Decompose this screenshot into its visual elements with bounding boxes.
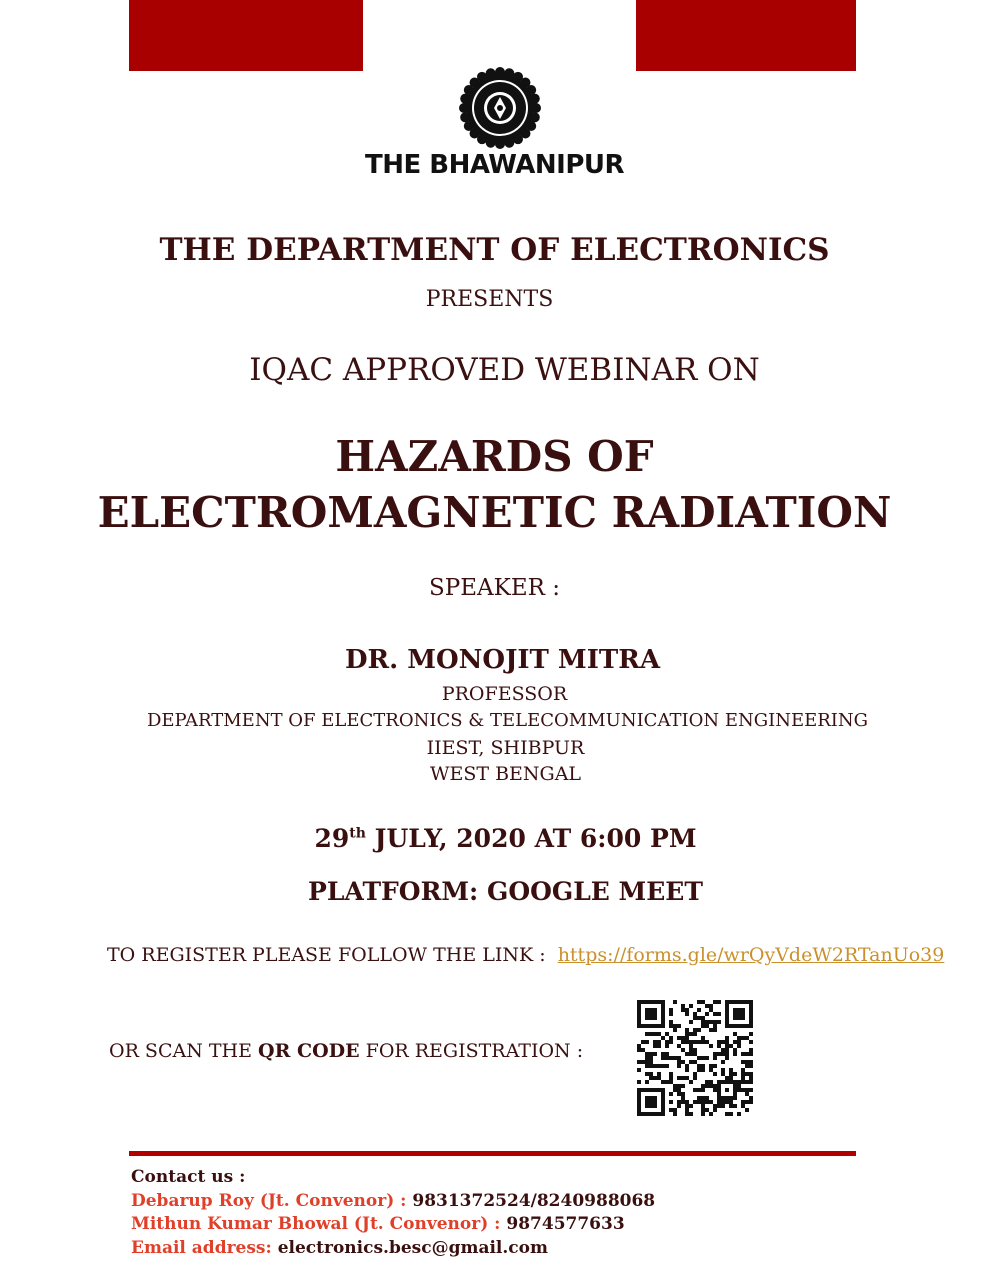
contact-person-1 [131,1191,655,1211]
institution-seal-icon [458,66,542,150]
registration-prompt: TO REGISTER PLEASE FOLLOW THE LINK : [107,944,552,966]
contact-email-line [131,1238,548,1258]
top-accent-bar-left [129,0,363,71]
contact-person-1-label: Debarup Roy (Jt. Convenor) : [131,1191,413,1211]
speaker-department: DEPARTMENT OF ELECTRONICS & TELECOMMUNICATION ENGINEERING [146,710,869,731]
brand-name: THE BHAWANIPUR [364,150,625,180]
event-date [11,824,989,853]
registration-line [107,944,944,966]
speaker-institute: IIEST, SHIBPUR [426,737,585,759]
contact-email: electronics.besc@gmail.com [277,1238,548,1258]
speaker-label: SPEAKER : [429,575,560,601]
top-accent-bar-right [636,0,856,71]
speaker-name: DR. MONOJIT MITRA [344,645,661,675]
scan-instruction [109,1040,583,1062]
event-date-rest: JULY, 2020 AT 6:00 PM [365,824,697,853]
registration-link[interactable]: https://forms.gle/wrQyVdeW2RTanUo39 [557,944,945,966]
qr-code-icon[interactable] [637,1000,753,1116]
event-day: 29 [314,824,350,853]
contact-person-1-phone: 9831372524/8240988068 [412,1191,656,1211]
event-day-suffix: th [349,825,366,842]
webinar-title-line-1: HAZARDS OF [335,432,654,481]
contact-person-2-phone: 9874577633 [506,1214,625,1234]
event-platform: PLATFORM: GOOGLE MEET [308,877,703,906]
footer-divider [129,1151,856,1156]
contact-person-2 [131,1214,625,1234]
webinar-title-line-2: ELECTROMAGNETIC RADIATION [97,488,892,537]
speaker-state: WEST BENGAL [429,763,582,785]
scan-prefix: OR SCAN THE [109,1040,259,1062]
webinar-intro: IQAC APPROVED WEBINAR ON [249,352,760,388]
scan-suffix: FOR REGISTRATION : [359,1040,584,1062]
contact-email-label: Email address: [131,1238,278,1258]
department-heading: THE DEPARTMENT OF ELECTRONICS [159,232,830,268]
contact-person-2-label: Mithun Kumar Bhowal (Jt. Convenor) : [131,1214,507,1234]
speaker-designation: PROFESSOR [441,683,568,705]
contact-heading: Contact us : [131,1167,246,1187]
presents-text: PRESENTS [425,287,554,312]
scan-bold: QR CODE [258,1040,360,1062]
